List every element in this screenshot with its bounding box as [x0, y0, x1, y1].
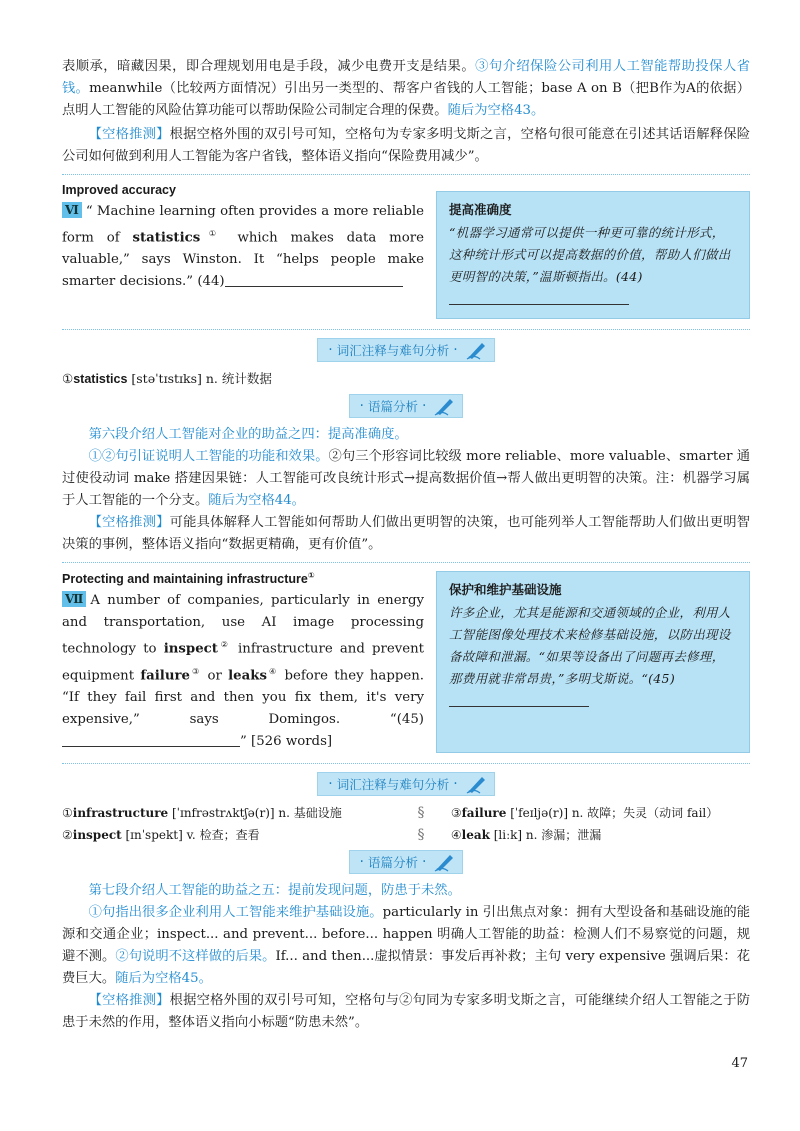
- guess-tag: 【空格推测】: [88, 127, 170, 142]
- section-7-title: Protecting and maintaining infrastructure①: [62, 571, 315, 587]
- section-7-cn-title: 保护和维护基础设施: [449, 582, 562, 597]
- pen-icon: [466, 340, 488, 360]
- pen-icon: [434, 852, 456, 872]
- divider: [62, 329, 750, 330]
- analysis-6-guess: 【空格推测】可能具体解释人工智能如何帮助人们做出更明智的决策，也可能列举人工智能帮助人们做出更明智决策的事例，整体语义指向“数据更精确，更有价值”。: [62, 515, 751, 552]
- spiral-divider-icon: § §: [417, 805, 425, 843]
- analysis-6-summary: 第六段介绍人工智能对企业的助益之四：提高准确度。: [88, 427, 408, 442]
- page-number: 47: [731, 1056, 748, 1071]
- vocab-item: ①infrastructure [ˈɪnfrəstrʌktʃə(r)] n. 基础设施: [62, 806, 342, 820]
- section-6-cn-title: 提高准确度: [449, 202, 512, 217]
- divider: [62, 174, 750, 175]
- paragraph-number: Ⅶ: [62, 591, 86, 607]
- top-guess: 【空格推测】根据空格外围的双引号可知，空格句为专家多明戈斯之言，空格句很可能意在引述其话语解释保险公司如何做到利用人工智能为客户省钱，整体语义指向“保险费用减少”。: [62, 127, 751, 164]
- section-6-english: [62, 183, 424, 319]
- section-7-chinese: [436, 571, 750, 753]
- section-6-text: Ⅵ “ Machine learning often provides a more reliable form of statistics① which makes data more valuable,” says Winston. It “helps people make smarter decisions.” (44): [62, 203, 425, 290]
- divider: [62, 763, 750, 764]
- vocab-item: ④leak [liːk] n. 渗漏；泄漏: [450, 828, 602, 842]
- analysis-6-detail: ①②句引证说明人工智能的功能和效果。②句三个形容词比较级 more reliable、more valuable、smarter 通过使役动词 make 搭建因果链：人工智能可改良统计形式→提高数据价值→帮人做出更明智的决策。注：机器学习属于人工智能的一个分支。随后为空格44。: [62, 449, 750, 508]
- blank-44[interactable]: [225, 272, 403, 287]
- top-paragraph: 表顺承，暗藏因果，即合理规划用电是手段，减少电费开支是结果。③句介绍保险公司利用人工智能帮助投保人省钱。meanwhile（比较两方面情况）引出另一类型的、帮客户省钱的人工智能；base A on B（把B作为A的依据）点明人工智能的风险估算功能可以帮助保险公司制定合理的保费。随后为空格43。: [62, 59, 751, 118]
- section-7: [62, 571, 750, 753]
- section-6-chinese: [436, 191, 750, 319]
- top-blank-note: 随后为空格43。: [447, 103, 545, 118]
- section-6: [62, 183, 750, 319]
- vocab-item: ③failure [ˈfeɪljə(r)] n. 故障；失灵（动词 fail）: [450, 806, 719, 820]
- section-6-cn-text: “机器学习通常可以提供一种更可靠的统计形式，这种统计形式可以提高数据的价值，帮助人们做出更明智的决策，”温斯顿指出。(44): [449, 222, 737, 310]
- vocab-7: [62, 802, 750, 846]
- page-content: [62, 56, 750, 1034]
- analysis-7-guess: 【空格推测】根据空格外围的双引号可知，空格句与②句同为专家多明戈斯之言，可能继续介绍人工智能之于防患于未然的作用，整体语义指向小标题“防患未然”。: [62, 993, 751, 1030]
- blank-45-cn[interactable]: [449, 692, 589, 707]
- top-highlight: ③句介绍保险公司利用人工智能帮助投保人省钱。: [62, 59, 751, 96]
- vocab-item: ②inspect [ɪnˈspekt] v. 检查；查看: [62, 828, 260, 842]
- divider: [62, 562, 750, 563]
- section-6-title: Improved accuracy: [62, 183, 176, 197]
- analysis-banner: · 语篇分析 ·: [349, 850, 464, 874]
- vocab-banner: · 词汇注释与难句分析 ·: [317, 772, 494, 796]
- vocab-6: ①statistics [stəˈtɪstɪks] n. 统计数据: [62, 371, 272, 386]
- blank-45[interactable]: [62, 732, 240, 747]
- paragraph-number: Ⅵ: [62, 202, 82, 218]
- pen-icon: [434, 396, 456, 416]
- pen-icon: [466, 774, 488, 794]
- section-7-cn-text: 许多企业，尤其是能源和交通领域的企业，利用人工智能图像处理技术来检修基础设施，以防出现设备故障和泄漏。“如果等设备出了问题再去修理，那费用就非常昂贵，”多明戈斯说。“(45): [449, 602, 737, 712]
- analysis-banner: · 语篇分析 ·: [349, 394, 464, 418]
- section-7-text: Ⅶ A number of companies, particularly in energy and transportation, use AI image processing technology to inspect② infrastructure and prevent equipment failure③ or leaks④ before they happen. “If they fail first and then you fix them, it's very expensive,” says Domingos. “(45)” [526 words]: [62, 592, 425, 749]
- analysis-7-detail: ①句指出很多企业利用人工智能来维护基础设施。particularly in 引出焦点对象：拥有大型设备和基础设施的能源和交通企业；inspect... and prevent... before... happen 明确人工智能的助益：检测人们不易察觉的问题，规避不测。②句说明不这样做的后果。If... and then...虚拟情景：事发后再补救；主句 very expensive 强调后果：花费巨大。随后为空格45。: [62, 905, 750, 986]
- blank-44-cn[interactable]: [449, 290, 629, 305]
- analysis-7-summary: 第七段介绍人工智能的助益之五：提前发现问题，防患于未然。: [88, 883, 461, 898]
- section-7-english: [62, 571, 424, 753]
- vocab-banner: · 词汇注释与难句分析 ·: [317, 338, 494, 362]
